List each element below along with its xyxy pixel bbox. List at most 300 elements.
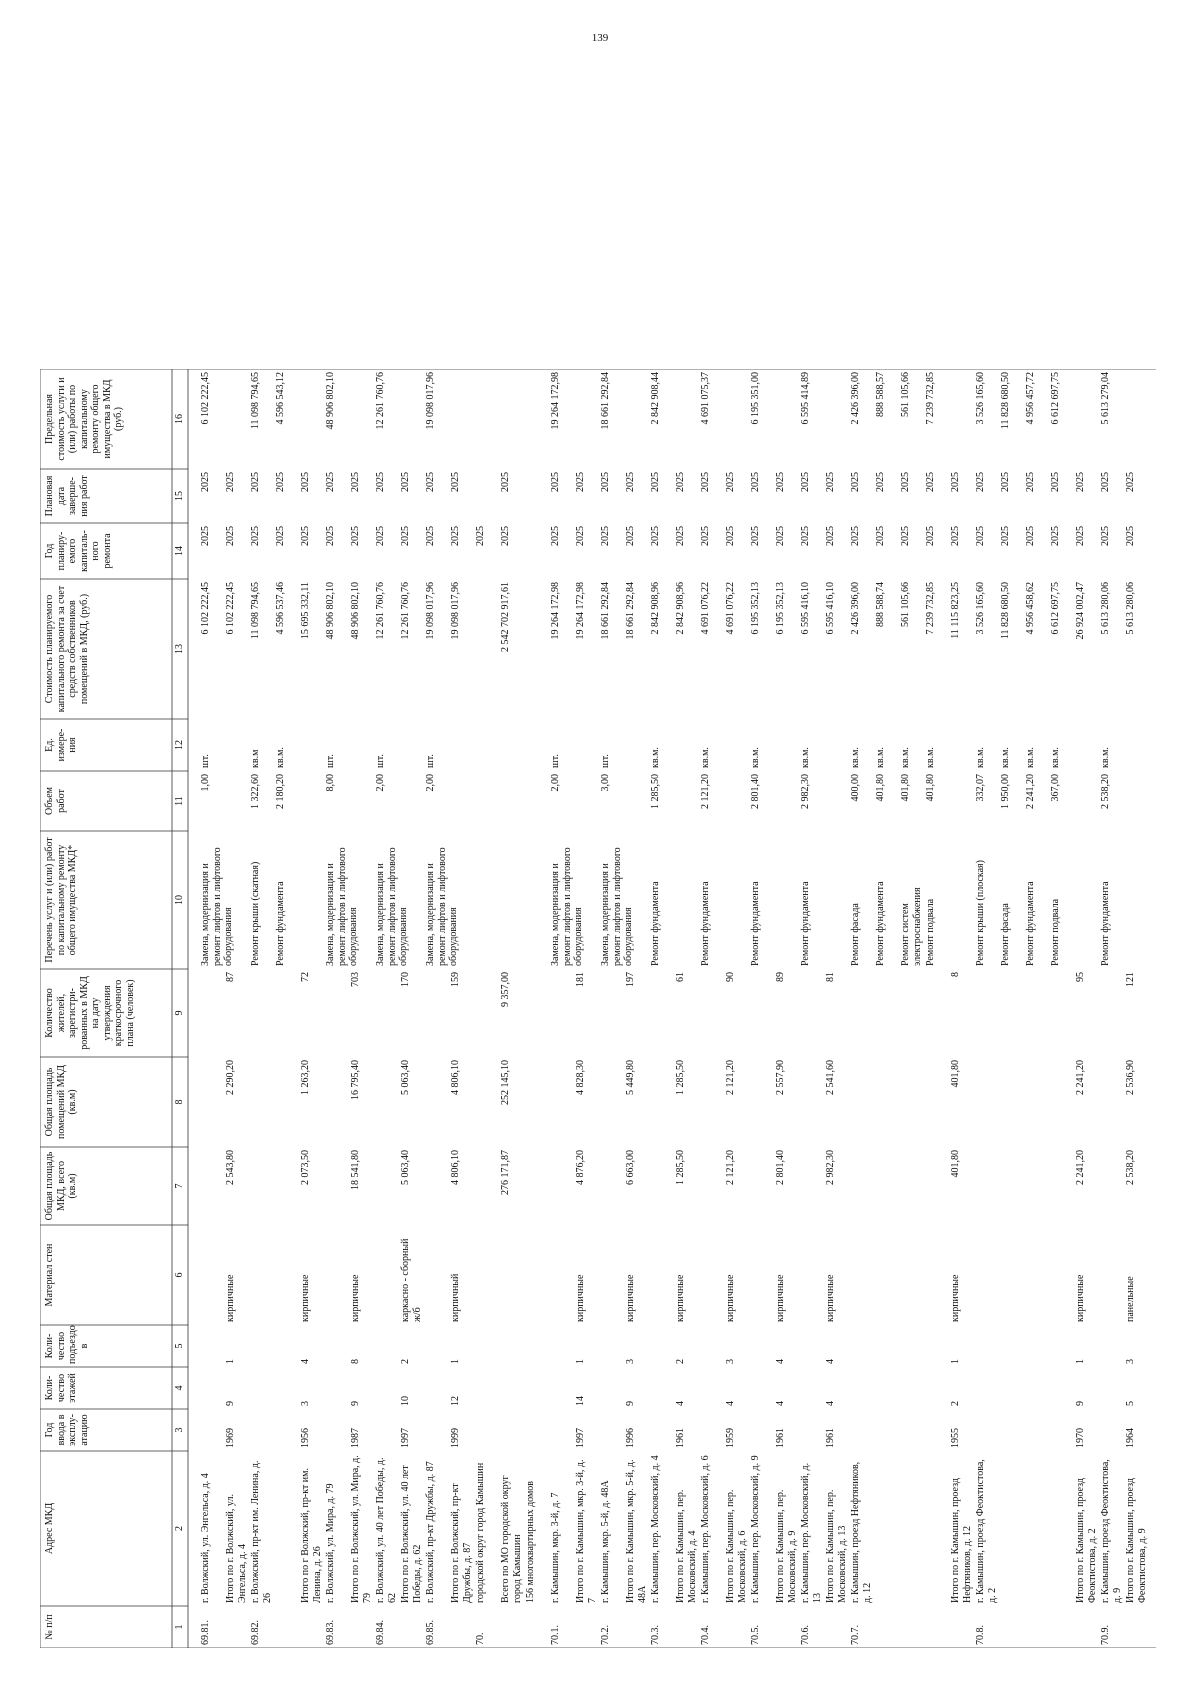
row-17-c4: 9 [625,1401,636,1406]
row-26-c12: кв.м. [850,747,861,768]
row-29-c14: 2025 [925,526,936,546]
row-0-c11: 1,00 [200,774,211,792]
row-12-c8: 252 145,10 [500,1060,511,1105]
row-8-c15: 2025 [400,472,411,492]
row-6-c9: 703 [350,972,361,987]
row-26-c11: 400,00 [850,774,861,802]
row-9-c1: 69.85. [425,1620,436,1645]
row-28-c16: 561 105,66 [900,372,911,417]
row-21-c3: 1959 [725,1428,736,1448]
row-33-c13: 4 956 458,62 [1025,582,1036,635]
header-c8: Общая площадь помещений МКД (кв.м) [44,1065,78,1140]
row-16-c16: 18 661 292,84 [600,372,611,430]
row-33-c14: 2025 [1025,526,1036,546]
row-7-c2: г. Волжский, ул. 40 лет Победы, д. 62 [375,1457,398,1603]
row-4-c7: 2 073,50 [300,1150,311,1185]
column-number-2: 2 [174,1526,185,1531]
row-6-c2: Итого по г. Волжский, ул. Мира, д. 79 [350,1455,373,1603]
row-35-c5: 1 [1075,1359,1086,1364]
row-1-c5: 1 [225,1359,236,1364]
row-16-c2: г. Камышин, мкр. 5-й, д. 48А [600,1480,611,1603]
row-34-c11: 367,00 [1050,774,1061,802]
row-22-c14: 2025 [750,526,761,546]
row-21-c15: 2025 [725,472,736,492]
row-36-c12: кв.м. [1100,747,1111,768]
row-33-c15: 2025 [1025,472,1036,492]
row-26-c13: 2 426 396,00 [850,582,861,635]
row-18-c15: 2025 [650,472,661,492]
row-2-c16: 11 098 794,65 [250,372,261,430]
row-30-c4: 2 [950,1401,961,1406]
row-23-c9: 89 [775,972,786,982]
column-number-11: 11 [174,796,185,806]
row-30-c7: 401,80 [950,1150,961,1178]
row-32-c16: 11 828 680,50 [1000,372,1011,430]
row-29-c16: 7 239 732,85 [925,372,936,425]
row-28-c11: 401,80 [900,774,911,802]
row-19-c5: 2 [675,1359,686,1364]
row-10-c9: 159 [450,972,461,987]
row-10-c5: 1 [450,1359,461,1364]
row-25-c6: кирпичные [825,1274,836,1322]
row-15-c7: 4 876,20 [575,1150,586,1185]
row-26-c14: 2025 [850,526,861,546]
row-0-c16: 6 102 222,45 [200,372,211,425]
row-18-c2: г. Камышин, пер. Московский, д. 4 [650,1455,661,1603]
row-17-c8: 5 449,80 [625,1060,636,1095]
column-number-1: 1 [174,1624,185,1630]
row-16-c13: 18 661 292,84 [600,582,611,640]
row-0-c14: 2025 [200,526,211,546]
header-c12: Ед. измере-ния [44,728,78,762]
row-17-c15: 2025 [625,472,636,492]
row-1-c4: 9 [225,1401,236,1406]
row-21-c2: Итого по г. Камышин, пер. Московский, д. 6 [725,1489,748,1603]
row-36-c13: 5 613 280,06 [1100,582,1111,635]
row-12-c7: 276 171,87 [500,1150,511,1195]
row-3-c12: кв.м. [275,747,286,768]
row-7-c14: 2025 [375,526,386,546]
row-27-c14: 2025 [875,526,886,546]
row-8-c9: 170 [400,972,411,987]
header-c3: Год ввода в эксплу-атацию [44,1414,90,1447]
row-5-c1: 69.83. [325,1620,336,1645]
row-14-c16: 19 264 172,98 [550,372,561,430]
row-6-c8: 16 795,40 [350,1060,361,1100]
row-30-c3: 1955 [950,1428,961,1448]
row-7-c12: шт. [375,754,386,768]
row-37-c9: 121 [1125,972,1136,987]
row-14-c15: 2025 [550,472,561,492]
row-33-c11: 2 241,20 [1025,774,1036,809]
row-35-c9: 95 [1075,972,1086,982]
row-31-c13: 3 526 165,60 [975,582,986,635]
row-5-c14: 2025 [325,526,336,546]
row-32-c15: 2025 [1000,472,1011,492]
row-10-c7: 4 806,10 [450,1150,461,1185]
header-c7: Общая площадь МКД, всего (кв.м) [44,1151,78,1221]
column-number-16: 16 [174,414,185,424]
row-9-c2: г. Волжский, пр-кт Дружбы, д. 87 [425,1461,436,1603]
row-2-c14: 2025 [250,526,261,546]
row-30-c14: 2025 [950,526,961,546]
row-9-c13: 19 098 017,96 [425,582,436,640]
row-20-c13: 4 691 076,22 [700,582,711,635]
row-21-c8: 2 121,20 [725,1060,736,1095]
row-16-c10: Замена, модернизация и ремонт лифтов и лифтового оборудования [600,847,634,966]
row-21-c6: кирпичные [725,1274,736,1322]
row-33-c12: кв.м. [1025,747,1036,768]
row-22-c1: 70.5. [750,1625,761,1645]
row-3-c14: 2025 [275,526,286,546]
row-7-c11: 2,00 [375,774,386,792]
row-30-c8: 401,80 [950,1060,961,1088]
row-15-c2: Итого по г. Камышин, мкр. 3-й, д. 7 [575,1459,598,1603]
row-36-c16: 5 613 279,04 [1100,372,1111,425]
row-36-c15: 2025 [1100,472,1111,492]
row-2-c1: 69.82. [250,1620,261,1645]
row-21-c7: 2 121,20 [725,1150,736,1185]
row-26-c2: г. Камышин, проезд Нефтяников, д. 12 [850,1461,873,1603]
row-7-c13: 12 261 760,76 [375,582,386,640]
row-24-c12: кв.м. [800,747,811,768]
row-12-c13: 2 542 702 917,61 [500,582,511,652]
row-17-c9: 197 [625,972,636,987]
row-37-c7: 2 538,20 [1125,1150,1136,1185]
row-15-c8: 4 828,30 [575,1060,586,1095]
header-c9: Количество жителей, зарегистри-рованных в МКД на дату утверждения краткосрочного плана (человек) [44,976,136,1050]
row-9-c15: 2025 [425,472,436,492]
row-30-c13: 11 115 823,25 [950,582,961,639]
row-19-c4: 4 [675,1401,686,1406]
row-33-c16: 4 956 457,72 [1025,372,1036,425]
row-18-c10: Ремонт фундамента [650,881,661,966]
row-25-c3: 1961 [825,1428,836,1448]
row-20-c2: г. Камышин, пер. Московский, д. 6 [700,1455,711,1603]
row-24-c2: г. Камышин, пер. Московский, д. 13 [800,1462,823,1603]
row-7-c10: Замена, модернизация и ремонт лифтов и лифтового оборудования [375,847,409,966]
row-1-c9: 87 [225,972,236,982]
row-9-c12: шт. [425,754,436,768]
row-24-c13: 6 595 416,10 [800,582,811,635]
row-34-c15: 2025 [1050,472,1061,492]
row-11-c1: 70. [475,1632,486,1645]
row-16-c14: 2025 [600,526,611,546]
row-1-c15: 2025 [225,472,236,492]
row-16-c15: 2025 [600,472,611,492]
row-3-c13: 4 596 537,46 [275,582,286,635]
row-1-c6: кирпичные [225,1274,236,1322]
row-7-c16: 12 261 760,76 [375,372,386,430]
row-1-c2: Итого по г. Волжский, ул. Энгельса, д. 4 [225,1494,248,1603]
row-24-c10: Ремонт фундамента [800,881,811,966]
column-number-9: 9 [174,1010,185,1016]
row-18-c1: 70.3. [650,1625,661,1645]
row-25-c8: 2 541,60 [825,1060,836,1095]
row-20-c12: кв.м. [700,747,711,768]
row-28-c10: Ремонт систем электроснабжения [900,887,923,966]
column-number-14: 14 [174,546,185,556]
row-9-c11: 2,00 [425,774,436,792]
row-28-c14: 2025 [900,526,911,546]
row-37-c3: 1964 [1125,1428,1136,1448]
row-23-c5: 4 [775,1359,786,1364]
row-21-c4: 4 [725,1401,736,1406]
row-36-c1: 70.9. [1100,1625,1111,1645]
row-36-c11: 2 538,20 [1100,774,1111,809]
row-3-c11: 2 180,20 [275,774,286,809]
header-c1: № п/п [44,1614,55,1640]
row-17-c5: 3 [625,1359,636,1364]
header-c16: Предельная стоимость услуги и (или) работы по капитальному ремонту общего имущества в МКД (руб.) [44,377,124,461]
row-29-c11: 401,80 [925,774,936,802]
row-3-c16: 4 596 543,12 [275,372,286,425]
row-9-c10: Замена, модернизация и ремонт лифтов и лифтового оборудования [425,847,459,966]
row-2-c12: кв.м [250,749,261,768]
row-31-c15: 2025 [975,472,986,492]
row-23-c15: 2025 [775,472,786,492]
row-35-c8: 2 241,20 [1075,1060,1086,1095]
row-15-c3: 1997 [575,1428,586,1448]
row-20-c11: 2 121,20 [700,774,711,809]
row-21-c14: 2025 [725,526,736,546]
row-27-c11: 401,80 [875,774,886,802]
row-0-c10: Замена, модернизация и ремонт лифтов и лифтового оборудования [200,847,234,966]
row-2-c15: 2025 [250,472,261,492]
row-23-c13: 6 195 352,13 [775,582,786,635]
header-c15: Плановая дата заверше-ния работ [44,475,90,517]
row-15-c14: 2025 [575,526,586,546]
column-number-15: 15 [174,491,185,501]
row-34-c14: 2025 [1050,526,1061,546]
row-6-c7: 18 541,80 [350,1150,361,1190]
row-20-c15: 2025 [700,472,711,492]
row-31-c14: 2025 [975,526,986,546]
row-4-c8: 1 263,20 [300,1060,311,1095]
row-25-c13: 6 595 416,10 [825,582,836,635]
row-19-c2: Итого по г. Камышин, пер. Московский, д. 4 [675,1489,698,1603]
row-21-c5: 3 [725,1359,736,1364]
row-5-c12: шт. [325,754,336,768]
row-15-c6: кирпичные [575,1274,586,1322]
row-5-c15: 2025 [325,472,336,492]
row-20-c16: 4 691 075,37 [700,372,711,425]
row-2-c13: 11 098 794,65 [250,582,261,640]
row-17-c13: 18 661 292,84 [625,582,636,640]
row-37-c2: Итого по г. Камышин, проезд Феоктистова, д. 9 [1125,1478,1148,1603]
row-35-c6: кирпичные [1075,1274,1086,1322]
row-0-c12: шт. [200,754,211,768]
row-34-c13: 6 612 697,75 [1050,582,1061,635]
row-14-c12: шт. [550,754,561,768]
row-23-c6: кирпичные [775,1274,786,1322]
column-number-8: 8 [174,1099,185,1105]
row-19-c13: 2 842 908,96 [675,582,686,635]
row-23-c3: 1961 [775,1428,786,1448]
row-3-c10: Ремонт фундамента [275,881,286,966]
header-c11: Объем работ [44,787,67,815]
row-29-c10: Ремонт подвала [925,898,936,966]
row-18-c14: 2025 [650,526,661,546]
row-5-c10: Замена, модернизация и ремонт лифтов и лифтового оборудования [325,847,359,966]
row-1-c14: 2025 [225,526,236,546]
row-21-c13: 4 691 076,22 [725,582,736,635]
header-c5: Коли-чество подъездо в [44,1325,90,1364]
column-number-6: 6 [174,1272,185,1278]
row-1-c13: 6 102 222,45 [225,582,236,635]
row-30-c6: кирпичные [950,1274,961,1322]
row-25-c2: Итого по г. Камышин, пер. Московский, д. 13 [825,1489,848,1603]
row-37-c4: 5 [1125,1401,1136,1406]
row-35-c15: 2025 [1075,472,1086,492]
row-18-c16: 2 842 908,44 [650,372,661,425]
row-27-c10: Ремонт фундамента [875,881,886,966]
row-4-c5: 4 [300,1359,311,1364]
row-33-c10: Ремонт фундамента [1025,881,1036,966]
header-c6: Материал стен [44,1243,55,1307]
row-34-c16: 6 612 697,75 [1050,372,1061,425]
row-35-c2: Итого по г. Камышин, проезд Феоктистова, д. 2 [1075,1478,1098,1603]
row-4-c9: 72 [300,972,311,982]
header-c10: Перечень услуг и (или) работ по капитальному ремонту общего имущества МКД* [44,837,78,963]
row-23-c4: 4 [775,1401,786,1406]
row-19-c15: 2025 [675,472,686,492]
row-2-c2: г. Волжский, пр-кт им. Ленина, д. 26 [250,1460,273,1603]
row-35-c7: 2 241,20 [1075,1150,1086,1185]
row-17-c2: Итого по г. Камышин, мкр. 5-й, д. 48А [625,1459,648,1603]
row-20-c1: 70.4. [700,1625,711,1645]
row-22-c2: г. Камышин, пер. Московский, д. 9 [750,1455,761,1603]
row-8-c14: 2025 [400,526,411,546]
row-31-c11: 332,07 [975,774,986,802]
row-2-c10: Ремонт крыши (скатная) [250,861,261,966]
row-35-c4: 9 [1075,1401,1086,1406]
row-3-c15: 2025 [275,472,286,492]
row-7-c1: 69.84. [375,1620,386,1645]
header-c4: Коли-чество этажей [44,1373,78,1403]
row-10-c4: 12 [450,1396,461,1406]
row-24-c16: 6 595 414,89 [800,372,811,425]
column-number-3: 3 [174,1427,185,1433]
row-37-c6: панельные [1125,1276,1136,1322]
row-10-c2: Итого по г. Волжский, пр-кт Дружбы, д. 87 [450,1483,473,1603]
row-34-c10: Ремонт подвала [1050,898,1061,966]
row-14-c13: 19 264 172,98 [550,582,561,640]
rotated-table [40,369,1156,1648]
column-number-13: 13 [174,644,185,654]
row-4-c3: 1956 [300,1428,311,1448]
row-31-c1: 70.8. [975,1625,986,1645]
row-8-c6: каркасно - сборный ж/б [400,1238,423,1322]
row-8-c7: 5 063,40 [400,1150,411,1185]
row-24-c15: 2025 [800,472,811,492]
row-26-c1: 70.7. [850,1625,861,1645]
row-37-c8: 2 536,90 [1125,1060,1136,1095]
row-6-c15: 2025 [350,472,361,492]
row-32-c13: 11 828 680,50 [1000,582,1011,640]
row-0-c2: г. Волжский, ул. Энгельса, д. 4 [200,1473,211,1603]
row-12-c15: 2025 [500,472,511,492]
row-15-c15: 2025 [575,472,586,492]
row-32-c11: 1 950,00 [1000,774,1011,809]
row-4-c14: 2025 [300,526,311,546]
row-6-c4: 9 [350,1401,361,1406]
row-32-c10: Ремонт фасада [1000,903,1011,966]
column-number-12: 12 [174,740,185,750]
row-31-c2: г. Камышин, проезд Феоктистова, д. 2 [975,1459,998,1603]
row-22-c10: Ремонт фундамента [750,881,761,966]
row-34-c12: кв.м. [1050,747,1061,768]
row-27-c16: 888 588,57 [875,372,886,417]
row-8-c8: 5 063,40 [400,1060,411,1095]
row-9-c16: 19 098 017,96 [425,372,436,430]
row-29-c15: 2025 [925,472,936,492]
column-number-7: 7 [174,1183,185,1189]
row-15-c4: 14 [575,1396,586,1406]
row-29-c12: кв.м. [925,747,936,768]
row-14-c10: Замена, модернизация и ремонт лифтов и лифтового оборудования [550,847,584,966]
row-6-c13: 48 906 802,10 [350,582,361,640]
row-18-c11: 1 285,50 [650,774,661,809]
row-14-c14: 2025 [550,526,561,546]
row-23-c7: 2 801,40 [775,1150,786,1185]
row-8-c3: 1997 [400,1428,411,1448]
row-32-c12: кв.м. [1000,747,1011,768]
row-18-c12: кв.м. [650,747,661,768]
row-19-c7: 1 285,50 [675,1150,686,1185]
row-20-c10: Ремонт фундамента [700,881,711,966]
row-14-c1: 70.1. [550,1625,561,1645]
row-37-c5: 3 [1125,1359,1136,1364]
row-12-c14: 2025 [500,526,511,546]
row-8-c2: Итого по г. Волжский, ул. 40 лет Победы, д. 62 [400,1465,423,1603]
header-c2: Адрес МКД [44,1502,55,1555]
row-16-c1: 70.2. [600,1625,611,1645]
row-19-c8: 1 285,50 [675,1060,686,1095]
row-17-c3: 1996 [625,1428,636,1448]
row-37-c15: 2025 [1125,472,1136,492]
row-22-c16: 6 195 351,00 [750,372,761,425]
row-0-c15: 2025 [200,472,211,492]
row-31-c16: 3 526 165,60 [975,372,986,425]
row-30-c9: 8 [950,972,961,977]
row-8-c5: 2 [400,1359,411,1364]
row-24-c1: 70.6. [800,1625,811,1645]
row-27-c12: кв.м. [875,747,886,768]
row-19-c6: кирпичные [675,1274,686,1322]
row-6-c5: 8 [350,1359,361,1364]
row-4-c2: Итого по г Волжский, пр-кт им. Ленина, д. 26 [300,1468,323,1603]
row-14-c2: г. Камышин, мкр. 3-й, д. 7 [550,1492,561,1603]
row-28-c12: кв.м. [900,747,911,768]
row-17-c6: кирпичные [625,1274,636,1322]
row-10-c6: кирпичный [450,1273,461,1322]
row-22-c15: 2025 [750,472,761,492]
row-6-c3: 1987 [350,1428,361,1448]
row-35-c14: 2025 [1075,526,1086,546]
row-5-c16: 48 906 802,10 [325,372,336,430]
row-36-c14: 2025 [1100,526,1111,546]
row-15-c9: 181 [575,972,586,987]
row-28-c13: 561 105,66 [900,582,911,627]
row-9-c14: 2025 [425,526,436,546]
row-18-c13: 2 842 908,96 [650,582,661,635]
row-22-c11: 2 801,40 [750,774,761,809]
page-number: 139 [591,32,609,44]
row-26-c16: 2 426 396,00 [850,372,861,425]
row-23-c14: 2025 [775,526,786,546]
row-19-c9: 61 [675,972,686,982]
